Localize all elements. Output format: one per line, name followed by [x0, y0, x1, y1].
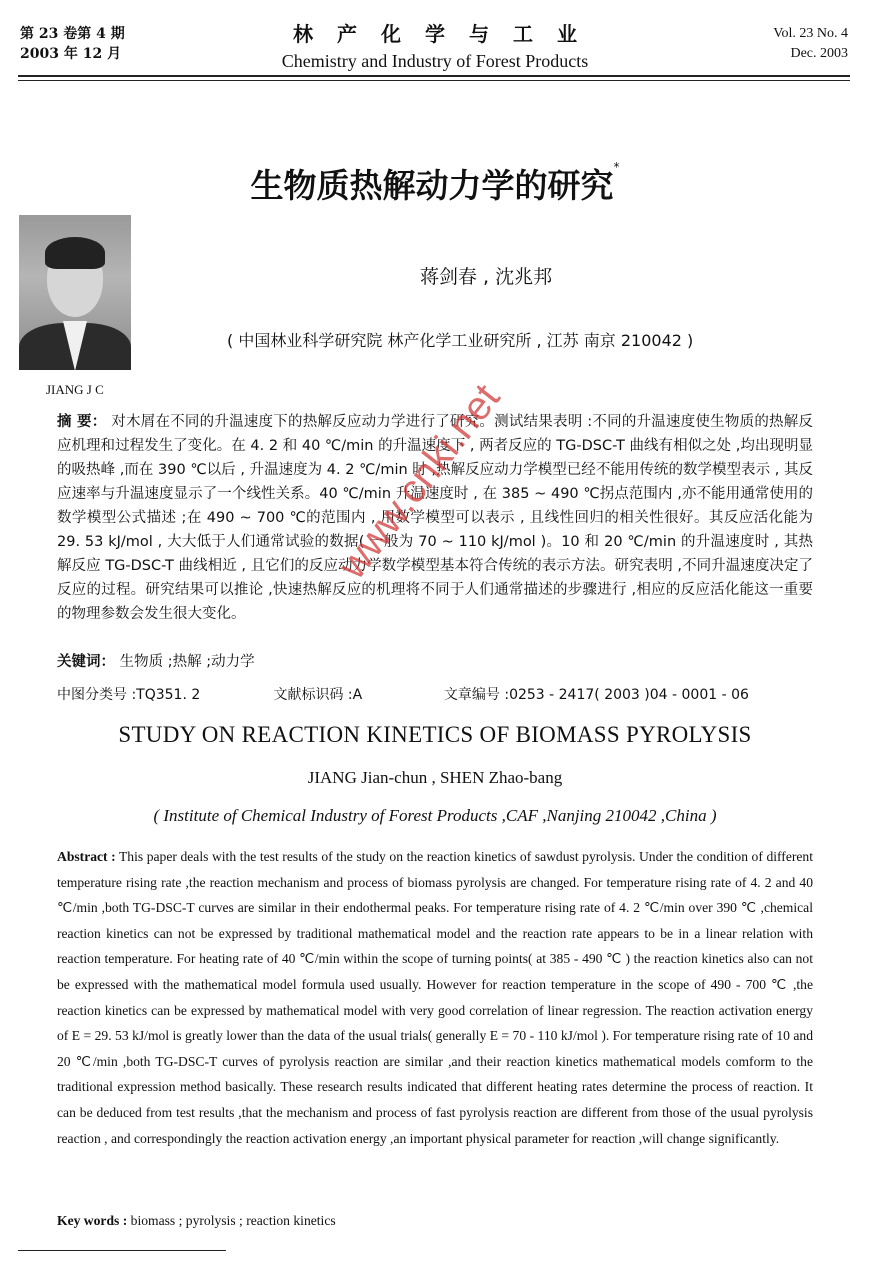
journal-name — [0, 18, 870, 72]
journal-name-en: Chemistry and Industry of Forest Products — [281, 51, 589, 71]
issue-date-en: Dec. 2003 — [790, 46, 848, 61]
abstract-en-label: Abstract : — [57, 849, 116, 864]
authors-cn: 蒋剑春 , 沈兆邦 — [420, 266, 553, 288]
keywords-cn-text: 生物质 ;热解 ;动力学 — [119, 654, 255, 670]
issue-volume-en: Vol. 23 No. 4 — [773, 26, 848, 41]
journal-name-cn: 林产化学与工业 — [293, 22, 601, 46]
paper-title-text: 生物质热解动力学的研究 — [250, 166, 614, 205]
keywords-cn-label: 关键词： — [57, 654, 115, 670]
issue-volume: 第 23 卷第 4 期 — [20, 26, 125, 42]
footnote-rule — [18, 1250, 226, 1251]
affiliation-cn: ( 中国林业科学研究院 林产化学工业研究所 , 江苏 南京 210042 ) — [227, 331, 694, 350]
photo-caption: JIANG J C — [46, 382, 104, 397]
abstract-cn-text: 对木屑在不同的升温速度下的热解反应动力学进行了研究。测试结果表明 :不同的升温速度使生物质的热解反应机理和过程发生了变化。在 4. 2 和 40 ℃/min 的升温速度下 , 两者反应的 TG-DSC-T 曲线有相似之处 ,均出现明显的吸热峰 ,而在 390 ℃以后 , 升温速度为 4. 2 ℃/min 时 ,热解反应动力学模型已经不能用传统的数学模型表示 , 其反应速率与升温速度显示了一个线性关系。40 ℃/min 升温速度时 , 在 385 ~ 490 ℃拐点范围内 ,亦不能用通常使用的数学模型公式描述 ;在 490 ~ 700 ℃的范围内 , 用数学模型可以表示 , 且线性回归的相关性很好。其反应活化能为 29. 53 kJ/mol , 大大低于人们通常试验的数据( 一般为 70 ~ 110 kJ/mol )。10 和 20 ℃/min 的升温速度时 , 其热解反应 TG-DSC-T 曲线相近 , 且它们的反应动力学数学模型基本符合传统的表示方法。研究表明 ,不同升温速度决定了反应的过程。研究结果可以推论 ,快速热解反应的机理将不同于人们通常描述的步骤进行 ,相应的反应活化能这一重要的物理参数会发生很大变化。 — [57, 414, 813, 622]
keywords-en-text: biomass ; pyrolysis ; reaction kinetics — [130, 1213, 336, 1228]
abstract-cn-label: 摘 要： — [57, 414, 107, 430]
keywords-cn — [57, 650, 255, 671]
header-rule-thin — [18, 80, 850, 81]
clc-number: 中图分类号 :TQ351. 2 — [57, 687, 201, 703]
watermark: www.cnki.net — [330, 376, 509, 588]
article-number: 文章编号 :0253 - 2417( 2003 )04 - 0001 - 06 — [443, 687, 749, 703]
classification-line — [57, 684, 817, 704]
issue-date: 2003 年 12 月 — [20, 46, 122, 62]
issue-info-en — [773, 24, 848, 64]
keywords-en — [57, 1213, 336, 1229]
title-footnote-mark: * — [613, 160, 620, 174]
document-code: 文献标识码 :A — [273, 687, 363, 703]
paper-title-cn — [0, 160, 870, 207]
abstract-en-text: This paper deals with the test results of the study on the reaction kinetics of sawdust pyrolysis. Under the condition of different temperature rising rate ,the reaction mechanism and process of biomass pyrolysis are changed. For temperature rising rate of 4. 2 and 40 ℃/min ,both TG-DSC-T curves are similar in their endothermal peaks. For temperature rising rate of 4. 2 ℃/min over 390 ℃ ,chemical reaction kinetics can not be expressed by traditional mathematical model and the reaction rate appears to be in a linear relation with reaction temperature. For heating rate of 40 ℃/min within the scope of turning points( at 385 - 490 ℃ ) the reaction kinetics also can not be expressed with the mathematical model formula used usually. However for reaction temperature in the scope of 490 - 700 ℃ ,the reaction kinetics can be expressed by mathematical model with very good correlation of linear regression. The reaction activation energy of E = 29. 53 kJ/mol is greatly lower than the data of the usual trials( generally E = 70 - 110 kJ/mol ). For temperature rising rate of 10 and 20 ℃/min ,both TG-DSC-T curves of pyrolysis reaction are similar ,and their reaction kinetics mathematical models comform to the traditional expression method basically. These research results indicated that different heating rates determine the process of reaction. It can be deduced from test results ,that the mechanism and process of fast pyrolysis reaction are different from those of the usual pyrolysis reaction , and correspondingly the reaction activation energy ,an important physical parameter for reaction ,will change significantly. — [57, 849, 813, 1146]
author-photo — [19, 215, 131, 370]
paper-title-en: STUDY ON REACTION KINETICS OF BIOMASS PYROLYSIS — [118, 722, 752, 747]
header-rule-thick — [18, 75, 850, 77]
affiliation-en: ( Institute of Chemical Industry of Forest Products ,CAF ,Nanjing 210042 ,China ) — [153, 806, 717, 825]
keywords-en-label: Key words : — [57, 1213, 128, 1228]
abstract-en — [57, 844, 813, 1151]
authors-en: JIANG Jian-chun , SHEN Zhao-bang — [307, 768, 563, 787]
